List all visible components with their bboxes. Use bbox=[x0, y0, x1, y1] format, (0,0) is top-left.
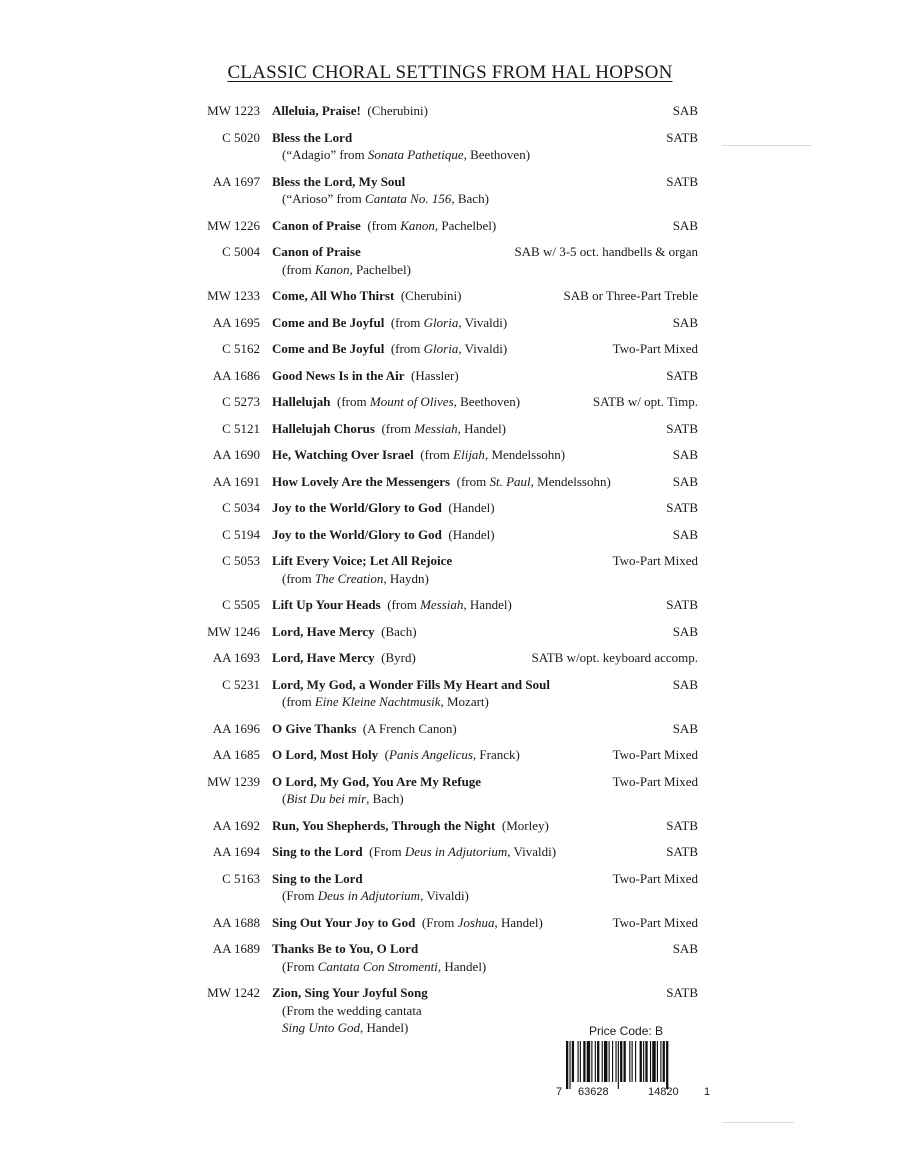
entry-line bbox=[190, 102, 698, 120]
catalog-number: MW 1223 bbox=[207, 103, 260, 118]
barcode-digit-left: 7 bbox=[556, 1086, 563, 1098]
barcode-group-2: 14820 bbox=[648, 1086, 679, 1098]
barcode-bar bbox=[666, 1041, 668, 1089]
attribution-text: , Handel) bbox=[437, 958, 487, 974]
work-title: Kanon bbox=[400, 217, 435, 233]
work-title: The Creation bbox=[314, 570, 384, 586]
barcode-bar bbox=[569, 1041, 570, 1089]
barcode-digit-right: 1 bbox=[704, 1086, 711, 1098]
attribution-text: , Beethoven) bbox=[463, 147, 531, 162]
attribution-text: , Haydn) bbox=[383, 570, 429, 586]
catalog-number: C 5163 bbox=[222, 870, 260, 886]
list-item bbox=[190, 243, 698, 287]
attribution-text: (From bbox=[282, 958, 318, 974]
work-title: Eine Kleine Nachtmusik bbox=[314, 694, 441, 709]
attribution-text: (Morley) bbox=[501, 817, 549, 833]
attribution-text: (“Arioso” from bbox=[282, 191, 366, 206]
barcode-bar bbox=[632, 1041, 633, 1082]
voicing: SAB bbox=[672, 676, 698, 692]
entry-subline bbox=[190, 261, 698, 279]
song-title: He, Watching Over Israel bbox=[272, 447, 414, 462]
barcode-bar bbox=[652, 1041, 655, 1082]
entry-subline bbox=[190, 958, 698, 976]
song-title: Joy to the World/Glory to God bbox=[272, 500, 442, 515]
voicing: Two-Part Mixed bbox=[612, 870, 698, 886]
attribution-text: (Handel) bbox=[448, 526, 495, 542]
barcode-bar bbox=[635, 1041, 636, 1082]
song-title: O Lord, My God, You Are My Refuge bbox=[272, 773, 482, 789]
catalog-number: C 5231 bbox=[222, 676, 260, 692]
song-title: O Lord, Most Holy bbox=[272, 747, 379, 762]
list-item bbox=[190, 102, 698, 129]
attribution-text: (Hassler) bbox=[411, 367, 459, 383]
voicing: SAB bbox=[672, 217, 698, 233]
voicing: SATB bbox=[666, 129, 698, 145]
voicing: SATB bbox=[666, 597, 698, 612]
work-title: Panis Angelicus bbox=[389, 747, 473, 762]
attribution-text: , Pachelbel) bbox=[349, 261, 411, 277]
work-title: Cantata Con Stromenti bbox=[317, 958, 438, 974]
attribution-text: (from bbox=[390, 314, 424, 330]
attribution-text: , Mendelssohn) bbox=[530, 473, 611, 489]
barcode-bar bbox=[612, 1041, 613, 1082]
song-title: Hallelujah Chorus bbox=[272, 420, 375, 436]
voicing: Two-Part Mixed bbox=[612, 773, 698, 789]
list-item bbox=[190, 526, 698, 553]
song-title: Come and Be Joyful bbox=[272, 341, 385, 356]
barcode-bar bbox=[591, 1041, 592, 1082]
voicing: SAB bbox=[672, 526, 698, 542]
list-item bbox=[190, 596, 698, 623]
list-item bbox=[190, 446, 698, 473]
barcode-bar bbox=[580, 1041, 581, 1082]
song-title: Canon of Praise bbox=[272, 244, 361, 259]
voicing: SATB bbox=[666, 500, 698, 515]
attribution-text: ( bbox=[282, 791, 287, 806]
entry-line bbox=[190, 129, 698, 147]
barcode-bar bbox=[629, 1041, 630, 1082]
work-title: Messiah bbox=[414, 420, 458, 436]
catalog-number: C 5194 bbox=[222, 526, 260, 542]
catalog-number: MW 1226 bbox=[207, 217, 260, 233]
price-code: Price Code: B bbox=[589, 1024, 664, 1038]
attribution-text: (from bbox=[367, 217, 401, 233]
attribution-text: , Vivaldi) bbox=[420, 888, 469, 903]
attribution-text: (From the wedding cantata bbox=[282, 1002, 422, 1018]
entry-subline bbox=[190, 570, 698, 588]
work-title: Joshua bbox=[457, 914, 495, 930]
barcode-bar bbox=[595, 1041, 596, 1082]
attribution-text: , Vivaldi) bbox=[458, 314, 508, 330]
attribution-text: (from bbox=[282, 694, 315, 709]
voicing: SATB bbox=[666, 173, 698, 189]
attribution-text: , Franck) bbox=[472, 747, 520, 762]
list-item bbox=[190, 623, 698, 650]
work-title: Gloria bbox=[423, 314, 459, 330]
catalog-number: AA 1690 bbox=[212, 447, 260, 462]
song-title: Bless the Lord bbox=[272, 129, 353, 145]
barcode-bar bbox=[578, 1041, 579, 1082]
list-item bbox=[190, 817, 698, 844]
barcode-group-1: 63628 bbox=[578, 1086, 609, 1098]
attribution-text: ( bbox=[384, 747, 390, 762]
entry-line bbox=[190, 526, 698, 544]
list-item bbox=[190, 914, 698, 941]
list-item bbox=[190, 314, 698, 341]
entry-line bbox=[190, 446, 698, 464]
barcode-bar bbox=[604, 1041, 607, 1082]
entry-line bbox=[190, 817, 698, 835]
voicing: SAB or Three-Part Treble bbox=[563, 288, 698, 303]
entry-subline bbox=[190, 790, 698, 808]
attribution-text: , Handel) bbox=[457, 420, 507, 436]
work-title: Deus in Adjutorium bbox=[404, 844, 508, 859]
entry-line bbox=[190, 173, 698, 191]
attribution-text: , Handel) bbox=[463, 597, 512, 612]
barcode-bar bbox=[618, 1041, 619, 1089]
catalog-number: AA 1693 bbox=[212, 650, 260, 665]
voicing: SAB bbox=[672, 103, 698, 118]
voicing: SAB bbox=[672, 314, 698, 330]
song-title: Lord, Have Mercy bbox=[272, 623, 375, 639]
voicing: SAB bbox=[672, 473, 698, 489]
entry-line bbox=[190, 473, 698, 491]
catalog-number: MW 1246 bbox=[207, 623, 260, 639]
song-title: Sing to the Lord bbox=[272, 844, 363, 859]
catalog-number: AA 1697 bbox=[212, 173, 260, 189]
catalog-number: AA 1689 bbox=[212, 941, 260, 956]
catalog-number: AA 1688 bbox=[212, 914, 260, 930]
voicing: SATB bbox=[666, 844, 698, 859]
attribution-text: , Bach) bbox=[366, 791, 404, 806]
list-item bbox=[190, 649, 698, 676]
work-title: St. Paul bbox=[489, 473, 531, 489]
attribution-text: (“Adagio” from bbox=[282, 147, 368, 162]
entry-line bbox=[190, 623, 698, 641]
song-title: Thanks Be to You, O Lord bbox=[272, 941, 419, 956]
list-item bbox=[190, 773, 698, 817]
entry-line bbox=[190, 843, 698, 861]
song-title: Zion, Sing Your Joyful Song bbox=[272, 985, 428, 1000]
voicing: SAB bbox=[672, 447, 698, 462]
work-title: Cantata No. 156 bbox=[365, 191, 452, 206]
catalog-number: AA 1685 bbox=[212, 747, 260, 762]
entry-line bbox=[190, 314, 698, 332]
barcode-bar bbox=[643, 1041, 644, 1082]
song-title: Canon of Praise bbox=[272, 217, 361, 233]
song-title: Alleluia, Praise! bbox=[272, 103, 361, 118]
entry-subline bbox=[190, 693, 698, 711]
list-item bbox=[190, 367, 698, 394]
catalog-number: AA 1694 bbox=[212, 844, 260, 859]
barcode-bar bbox=[587, 1041, 590, 1082]
catalog-number: AA 1691 bbox=[212, 473, 260, 489]
barcode-bar bbox=[615, 1041, 616, 1082]
catalog-number: MW 1242 bbox=[207, 985, 260, 1000]
barcode-bar bbox=[620, 1041, 622, 1082]
song-title: How Lovely Are the Messengers bbox=[272, 473, 451, 489]
attribution-text: , Bach) bbox=[451, 191, 489, 206]
list-item bbox=[190, 420, 698, 447]
barcode-bar bbox=[609, 1041, 610, 1082]
list-item bbox=[190, 499, 698, 526]
entry-line bbox=[190, 720, 698, 738]
attribution-text: , Vivaldi) bbox=[458, 341, 508, 356]
song-title: Come, All Who Thirst bbox=[272, 288, 395, 303]
voicing: SATB bbox=[666, 420, 698, 436]
entry-line bbox=[190, 940, 698, 958]
work-title: Sing Unto God bbox=[282, 1020, 360, 1035]
list-item bbox=[190, 287, 698, 314]
song-title: Bless the Lord, My Soul bbox=[272, 173, 406, 189]
barcode-bar bbox=[602, 1041, 603, 1082]
catalog-number: AA 1695 bbox=[212, 314, 260, 330]
voicing: SAB bbox=[672, 720, 698, 736]
song-title: Lord, My God, a Wonder Fills My Heart and Soul bbox=[272, 676, 550, 692]
work-title: Deus in Adjutorium bbox=[317, 888, 421, 903]
list-item bbox=[190, 129, 698, 173]
attribution-text: , Mendelssohn) bbox=[484, 447, 566, 462]
list-item bbox=[190, 940, 698, 984]
song-title: Lift Every Voice; Let All Rejoice bbox=[272, 553, 453, 568]
barcode-bar bbox=[624, 1041, 626, 1082]
catalog-number: MW 1239 bbox=[207, 773, 260, 789]
list-item bbox=[190, 393, 698, 420]
attribution-text: (Byrd) bbox=[381, 650, 416, 665]
list-item bbox=[190, 473, 698, 500]
work-title: Sonata Pathetique bbox=[367, 147, 464, 162]
list-item bbox=[190, 676, 698, 720]
entry-line bbox=[190, 676, 698, 694]
margin-mark bbox=[722, 145, 812, 146]
entry-subline bbox=[190, 146, 698, 164]
entry-subline bbox=[190, 1002, 698, 1020]
barcode-bar bbox=[650, 1041, 651, 1082]
barcode-bar bbox=[597, 1041, 599, 1082]
catalog-number: AA 1696 bbox=[212, 720, 260, 736]
entry-line bbox=[190, 984, 698, 1002]
barcode-bars bbox=[566, 1041, 708, 1089]
barcode-bar bbox=[663, 1041, 665, 1082]
voicing: Two-Part Mixed bbox=[612, 747, 698, 762]
entry-line bbox=[190, 217, 698, 235]
catalog-number: C 5162 bbox=[222, 341, 260, 356]
choral-list bbox=[190, 102, 698, 1046]
voicing: SAB w/ 3-5 oct. handbells & organ bbox=[514, 244, 698, 259]
entry-subline bbox=[190, 190, 698, 208]
attribution-text: , Handel) bbox=[360, 1020, 409, 1035]
attribution-text: (from bbox=[282, 261, 315, 277]
barcode-bar bbox=[660, 1041, 661, 1082]
catalog-number: MW 1233 bbox=[207, 288, 260, 303]
voicing: SATB bbox=[666, 367, 698, 383]
catalog-number: C 5505 bbox=[222, 597, 260, 612]
attribution-text: , Mozart) bbox=[440, 694, 489, 709]
voicing: SATB bbox=[666, 985, 698, 1000]
work-title: Messiah bbox=[420, 597, 464, 612]
attribution-text: , Pachelbel) bbox=[434, 217, 497, 233]
work-title: Bist Du bei mir bbox=[286, 791, 367, 806]
attribution-text: (from bbox=[337, 394, 370, 409]
barcode-bar bbox=[572, 1041, 574, 1082]
attribution-text: , Beethoven) bbox=[453, 394, 521, 409]
voicing: SAB bbox=[672, 623, 698, 639]
attribution-text: (Cherubini) bbox=[367, 103, 428, 118]
catalog-number: C 5020 bbox=[222, 129, 260, 145]
attribution-text: (from bbox=[456, 473, 490, 489]
voicing: Two-Part Mixed bbox=[612, 553, 698, 568]
voicing: SATB w/opt. keyboard accomp. bbox=[531, 650, 698, 665]
voicing: SATB bbox=[666, 817, 698, 833]
attribution-text: (From bbox=[282, 888, 318, 903]
work-title: Mount of Olives bbox=[369, 394, 454, 409]
work-title: Gloria bbox=[423, 341, 459, 356]
barcode-bar bbox=[566, 1041, 568, 1089]
attribution-text: (from bbox=[390, 341, 424, 356]
catalog-number: AA 1686 bbox=[212, 367, 260, 383]
song-title: Sing Out Your Joy to God bbox=[272, 914, 416, 930]
entry-line bbox=[190, 596, 698, 614]
song-title: Run, You Shepherds, Through the Night bbox=[272, 817, 496, 833]
song-title: Come and Be Joyful bbox=[272, 314, 385, 330]
entry-line bbox=[190, 420, 698, 438]
margin-mark bbox=[722, 1122, 794, 1123]
attribution-text: (from bbox=[381, 420, 415, 436]
song-title: Good News Is in the Air bbox=[272, 367, 405, 383]
song-title: Lift Up Your Heads bbox=[272, 597, 381, 612]
entry-line bbox=[190, 499, 698, 517]
voicing: Two-Part Mixed bbox=[612, 341, 698, 356]
catalog-number: C 5004 bbox=[222, 244, 260, 259]
list-item bbox=[190, 843, 698, 870]
barcode-bar bbox=[645, 1041, 647, 1082]
attribution-text: (From bbox=[369, 844, 405, 859]
list-item bbox=[190, 552, 698, 596]
list-item bbox=[190, 720, 698, 747]
list-item bbox=[190, 870, 698, 914]
song-title: Joy to the World/Glory to God bbox=[272, 526, 442, 542]
song-title: Hallelujah bbox=[272, 394, 331, 409]
catalog-number: C 5053 bbox=[222, 553, 260, 568]
list-item bbox=[190, 340, 698, 367]
song-title: Lord, Have Mercy bbox=[272, 650, 375, 665]
barcode-bar bbox=[657, 1041, 658, 1082]
list-item bbox=[190, 217, 698, 244]
attribution-text: (From bbox=[421, 914, 458, 930]
catalog-number: C 5273 bbox=[222, 394, 260, 409]
attribution-text: , Handel) bbox=[494, 914, 543, 930]
attribution-text: (Handel) bbox=[448, 500, 495, 515]
voicing: Two-Part Mixed bbox=[612, 914, 698, 930]
barcode-bar bbox=[583, 1041, 585, 1082]
attribution-text: (Cherubini) bbox=[400, 288, 462, 303]
entry-line bbox=[190, 367, 698, 385]
attribution-text: (from bbox=[387, 597, 421, 612]
voicing: SATB w/ opt. Timp. bbox=[592, 394, 698, 409]
list-item bbox=[190, 173, 698, 217]
work-title: Elijah bbox=[453, 447, 485, 462]
page-title: CLASSIC CHORAL SETTINGS FROM HAL HOPSON bbox=[227, 62, 673, 83]
work-title: Kanon bbox=[314, 261, 350, 277]
catalog-number: C 5121 bbox=[222, 420, 260, 436]
attribution-text: , Vivaldi) bbox=[507, 844, 557, 859]
barcode bbox=[556, 1041, 716, 1105]
attribution-text: (from bbox=[420, 447, 454, 462]
entry-subline bbox=[190, 887, 698, 905]
attribution-text: (A French Canon) bbox=[362, 720, 457, 736]
barcode-bar bbox=[640, 1041, 642, 1082]
catalog-number: AA 1692 bbox=[212, 817, 260, 833]
attribution-text: (Bach) bbox=[381, 623, 417, 639]
catalog-number: C 5034 bbox=[222, 500, 260, 515]
song-title: Sing to the Lord bbox=[272, 870, 363, 886]
song-title: O Give Thanks bbox=[272, 720, 357, 736]
list-item bbox=[190, 746, 698, 773]
voicing: SAB bbox=[672, 941, 698, 956]
attribution-text: (from bbox=[282, 570, 315, 586]
